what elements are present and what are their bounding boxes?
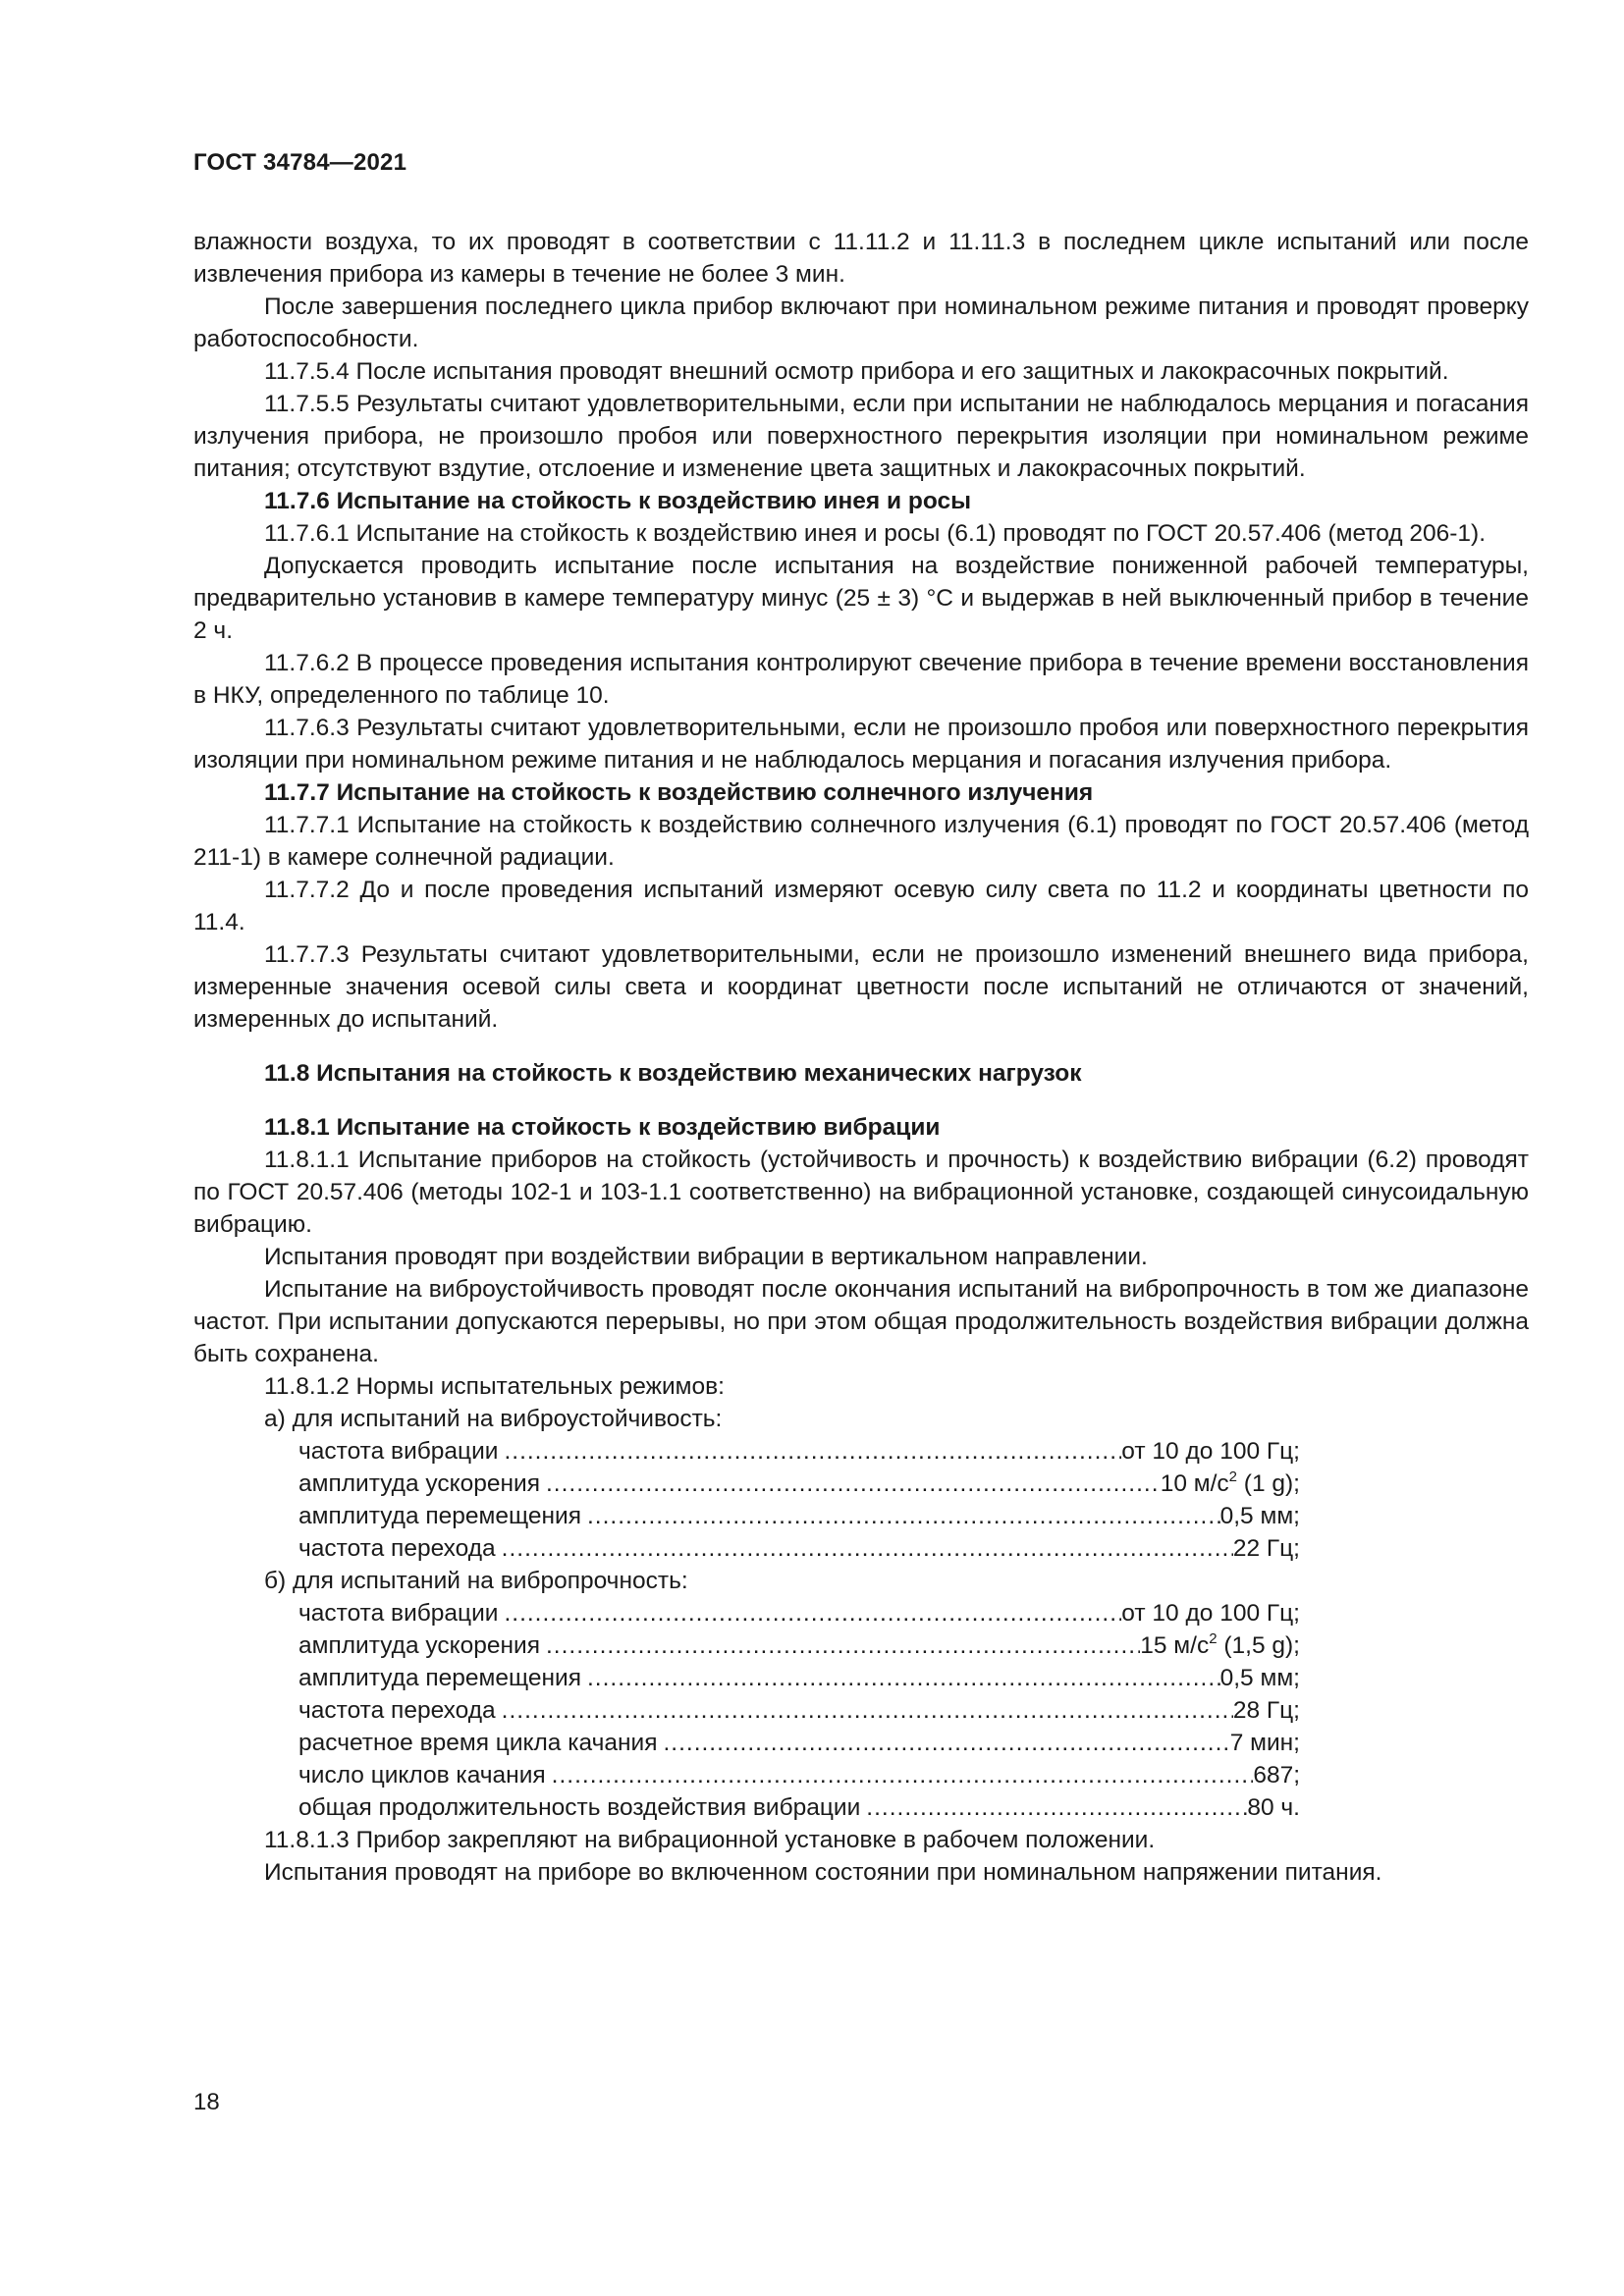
dot-leader: [540, 1468, 1161, 1500]
document-code-header: ГОСТ 34784—2021: [193, 149, 407, 176]
spec-value-main: 10 м/с: [1160, 1470, 1229, 1497]
section-heading-11-7-7: 11.7.7 Испытание на стойкость к воздействию солнечного излучения: [264, 779, 1094, 806]
spec-label: частота вибрации: [298, 1600, 499, 1627]
paragraph: Испытания проводят при воздействии вибрации в вертикальном направлении.: [264, 1244, 1148, 1270]
paragraph-clause-11-7-6-1: 11.7.6.1 Испытание на стойкость к воздействию инея и росы (6.1) проводят по ГОСТ 20.57.406 (метод 206-1).: [264, 520, 1487, 547]
superscript: 2: [1228, 1468, 1237, 1485]
spec-row: [298, 1791, 1300, 1824]
dot-leader: [860, 1791, 1247, 1824]
spec-list-b: [298, 1597, 1300, 1824]
dot-leader: [581, 1662, 1220, 1694]
page-number: 18: [193, 2089, 220, 2115]
spec-label: число циклов качания: [298, 1762, 546, 1789]
paragraph-clause-11-7-7-3: 11.7.7.3 Результаты считают удовлетворительными, если не произошло изменений внешнего вида прибора, измеренные значения осевой силы света и координат цветности после испытаний не отличаются от значений, измеренных до испытаний.: [193, 941, 1529, 1033]
paragraph-clause-11-7-7-2: 11.7.7.2 До и после проведения испытаний измеряют осевую силу света по 11.2 и координаты цветности по 11.4.: [193, 877, 1529, 935]
dot-leader: [546, 1759, 1254, 1791]
spec-value: 22 Гц;: [1232, 1535, 1300, 1562]
spec-row: [298, 1597, 1300, 1629]
spec-value-suffix: (1 g);: [1237, 1470, 1300, 1497]
paragraph-clause-11-8-1-1: 11.8.1.1 Испытание приборов на стойкость (устойчивость и прочность) к воздействию вибрации (6.2) проводят по ГОСТ 20.57.406 (методы 102-1 и 103-1.1 соответственно) на вибрационной установке, создающей синусоидальную вибрацию.: [193, 1147, 1529, 1238]
dot-leader: [496, 1694, 1233, 1727]
spec-row: [298, 1468, 1300, 1500]
spec-value: от 10 до 100 Гц;: [1121, 1600, 1300, 1627]
section-heading-11-8: 11.8 Испытания на стойкость к воздействию механических нагрузок: [264, 1060, 1082, 1087]
spec-label: общая продолжительность воздействия вибрации: [298, 1794, 861, 1821]
spec-list-a: [298, 1435, 1300, 1565]
spec-value-suffix: (1,5 g);: [1217, 1632, 1300, 1659]
dot-leader: [540, 1629, 1140, 1662]
spec-label: частота перехода: [298, 1535, 496, 1562]
spec-label: расчетное время цикла качания: [298, 1730, 658, 1756]
dot-leader: [496, 1532, 1233, 1565]
paragraph-clause-11-8-1-3: 11.8.1.3 Прибор закрепляют на вибрационной установке в рабочем положении.: [264, 1827, 1156, 1853]
dot-leader: [498, 1435, 1121, 1468]
section-heading-11-8-1: 11.8.1 Испытание на стойкость к воздействию вибрации: [264, 1114, 941, 1141]
spec-label: частота перехода: [298, 1697, 496, 1724]
spec-value: 28 Гц;: [1232, 1697, 1300, 1724]
spec-row: [298, 1727, 1300, 1759]
dot-leader: [498, 1597, 1121, 1629]
paragraph-clause-11-7-6-3: 11.7.6.3 Результаты считают удовлетворительными, если не произошло пробоя или поверхностного перекрытия изоляции при номинальном режиме питания и не наблюдалось мерцания и погасания излучения прибора.: [193, 715, 1529, 774]
page-body: [193, 226, 1529, 1889]
spec-row: [298, 1435, 1300, 1468]
paragraph-clause-11-7-5-4: 11.7.5.4 После испытания проводят внешний осмотр прибора и его защитных и лакокрасочных покрытий.: [264, 358, 1449, 385]
section-heading-11-7-6: 11.7.6 Испытание на стойкость к воздействию инея и росы: [264, 488, 972, 514]
spec-value-main: 15 м/с: [1140, 1632, 1210, 1659]
paragraph: После завершения последнего цикла прибор включают при номинальном режиме питания и проводят проверку работоспособности.: [193, 294, 1529, 352]
spec-value: 7 мин;: [1229, 1730, 1300, 1756]
spec-label: амплитуда ускорения: [298, 1470, 540, 1497]
paragraph: Допускается проводить испытание после испытания на воздействие пониженной рабочей температуры, предварительно установив в камере температуру минус (25 ± 3) °С и выдержав в ней выключенный прибор в течение 2 ч.: [193, 553, 1529, 644]
spec-value: [1161, 1468, 1300, 1500]
spec-value: 80 ч.: [1247, 1794, 1300, 1821]
spec-label: амплитуда перемещения: [298, 1503, 581, 1529]
spec-value: 0,5 мм;: [1219, 1665, 1300, 1691]
spec-label: амплитуда ускорения: [298, 1632, 540, 1659]
spec-value: [1140, 1629, 1300, 1662]
spec-row: [298, 1500, 1300, 1532]
spec-row: [298, 1662, 1300, 1694]
paragraph-clause-11-8-1-2: 11.8.1.2 Нормы испытательных режимов:: [264, 1373, 725, 1400]
dot-leader: [657, 1727, 1229, 1759]
spec-value: от 10 до 100 Гц;: [1121, 1438, 1300, 1465]
paragraph: влажности воздуха, то их проводят в соответствии с 11.11.2 и 11.11.3 в последнем цикле испытаний или после извлечения прибора из камеры в течение не более 3 мин.: [193, 229, 1529, 288]
paragraph-clause-11-7-6-2: 11.7.6.2 В процессе проведения испытания контролируют свечение прибора в течение времени восстановления в НКУ, определенного по таблице 10.: [193, 650, 1529, 709]
paragraph-clause-11-7-5-5: 11.7.5.5 Результаты считают удовлетворительными, если при испытании не наблюдалось мерцания и погасания излучения прибора, не произошло пробоя или поверхностного перекрытия изоляции при номинальном режиме питания; отсутствуют вздутие, отслоение и изменение цвета защитных и лакокрасочных покрытий.: [193, 391, 1529, 482]
paragraph-clause-11-7-7-1: 11.7.7.1 Испытание на стойкость к воздействию солнечного излучения (6.1) проводят по ГОСТ 20.57.406 (метод 211-1) в камере солнечной радиации.: [193, 812, 1529, 871]
spec-value: 687;: [1253, 1762, 1300, 1789]
list-heading-a: а) для испытаний на виброустойчивость:: [264, 1406, 723, 1432]
spec-label: частота вибрации: [298, 1438, 499, 1465]
spec-row: [298, 1629, 1300, 1662]
superscript: 2: [1209, 1630, 1218, 1647]
spec-value: 0,5 мм;: [1219, 1503, 1300, 1529]
list-heading-b: б) для испытаний на вибропрочность:: [264, 1568, 688, 1594]
spec-row: [298, 1759, 1300, 1791]
paragraph: Испытание на виброустойчивость проводят после окончания испытаний на вибропрочность в том же диапазоне частот. При испытании допускаются перерывы, но при этом общая продолжительность воздействия вибрации должна быть сохранена.: [193, 1276, 1529, 1367]
spec-label: амплитуда перемещения: [298, 1665, 581, 1691]
dot-leader: [581, 1500, 1220, 1532]
spec-row: [298, 1694, 1300, 1727]
spec-row: [298, 1532, 1300, 1565]
paragraph: Испытания проводят на приборе во включенном состоянии при номинальном напряжении питания.: [264, 1859, 1382, 1886]
